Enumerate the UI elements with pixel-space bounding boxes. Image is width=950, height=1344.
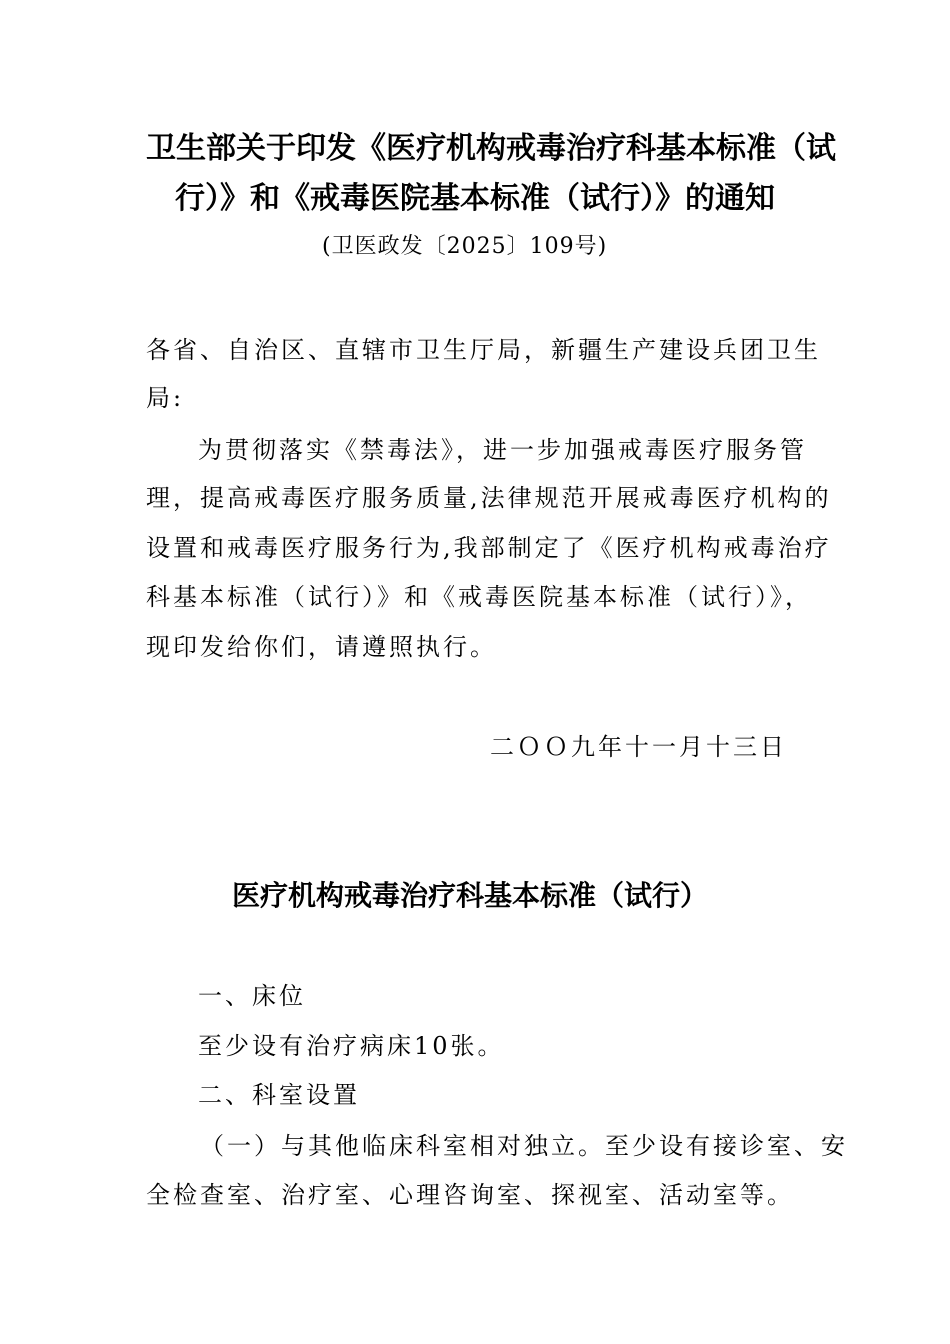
- notice-title-line-1: 卫生部关于印发《医疗机构戒毒治疗科基本标准（试: [146, 131, 836, 166]
- section-2-item-1-line-1: （一）与其他临床科室相对独立。至少设有接诊室、安: [200, 1132, 848, 1160]
- document-number: (卫医政发〔2025〕109号): [322, 234, 608, 259]
- notice-body-line-1: 为贯彻落实《禁毒法》，进一步加强戒毒医疗服务管: [198, 436, 807, 464]
- notice-date: 二ＯＯ九年十一月十三日: [490, 733, 787, 761]
- notice-body-line-2: 理，提高戒毒医疗服务质量,法律规范开展戒毒医疗机构的: [146, 484, 832, 512]
- section-1-text: 至少设有治疗病床10张。: [198, 1032, 505, 1060]
- notice-body-line-3: 设置和戒毒医疗服务行为,我部制定了《医疗机构戒毒治疗: [146, 534, 832, 562]
- addressee-line-2: 局:: [146, 384, 185, 412]
- standard-title: 医疗机构戒毒治疗科基本标准（试行）: [232, 879, 709, 912]
- section-1-heading: 一、床位: [198, 982, 306, 1010]
- notice-body-line-4: 科基本标准（试行）》和《戒毒医院基本标准（试行）》，: [146, 583, 812, 611]
- section-2-item-1-line-2: 全检查室、治疗室、心理咨询室、探视室、活动室等。: [146, 1181, 794, 1209]
- section-2-heading: 二、科室设置: [198, 1081, 360, 1109]
- addressee-line-1: 各省、自治区、直辖市卫生厅局，新疆生产建设兵团卫生: [146, 336, 821, 364]
- notice-title-line-2: 行）》和《戒毒医院基本标准（试行）》的通知: [175, 181, 775, 216]
- notice-body-line-5: 现印发给你们，请遵照执行。: [146, 633, 497, 661]
